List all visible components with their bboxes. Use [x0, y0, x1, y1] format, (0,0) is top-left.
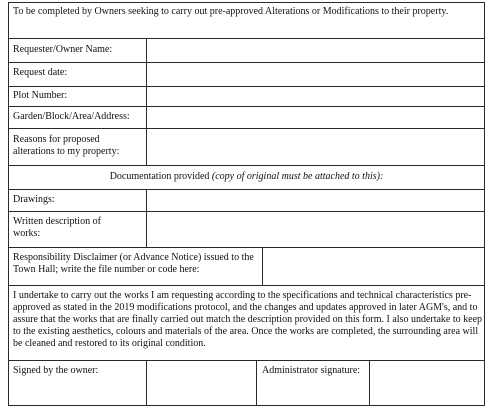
reasons-label: Reasons for proposed alterations to my property: [13, 134, 120, 157]
drawings-field[interactable] [150, 191, 480, 209]
rule-after-doc-heading [8, 189, 485, 190]
request-date-field[interactable] [150, 64, 480, 84]
rule-after-reasons [8, 165, 485, 166]
address-label: Garden/Block/Area/Address: [13, 111, 130, 122]
rule-after-address [8, 128, 485, 129]
address-field[interactable] [150, 108, 480, 126]
documentation-heading-text: Documentation provided [109, 171, 210, 182]
form-header: To be completed by Owners seeking to carry out pre-approved Alterations or Modifications to their property. [13, 6, 449, 17]
rule-right [484, 2, 485, 406]
documentation-heading-note: (copy of original must be attached to this): [211, 171, 384, 182]
requester-label: Requester/Owner Name: [13, 44, 113, 55]
owner-signature-field[interactable] [150, 362, 254, 403]
admin-signature-label: Administrator signature: [262, 365, 361, 376]
rule-after-drawings [8, 211, 485, 212]
rule-label-divider-docs [146, 189, 147, 247]
rule-bottom [8, 405, 485, 406]
plot-number-field[interactable] [150, 88, 480, 104]
rule-after-date [8, 86, 485, 87]
rule-after-disclaimer [8, 285, 485, 286]
rule-top [8, 2, 485, 3]
disclaimer-label: Responsibility Disclaimer (or Advance Notice) issued to the Town Hall; write the file number or code here: [13, 252, 254, 275]
admin-signature-field[interactable] [373, 362, 481, 403]
rule-after-description [8, 247, 485, 248]
undertaking-text: I undertake to carry out the works I am requesting according to the specifications and technical characteristics pre-approved as stated in the 2019 modifications protocol, and the changes and updates approved in later AGM's, and to assure that the works that are finally carried out match the description provided on this form. I also undertake to keep to the existing aesthetics, colours and materials of the area. Once the works are completed, the surrounding area will be cleaned and restored to its original condition. [13, 290, 483, 349]
drawings-label: Drawings: [13, 194, 55, 205]
rule-left [8, 2, 9, 406]
written-description-label: Written description of works: [13, 216, 101, 239]
plot-number-label: Plot Number: [13, 90, 68, 101]
rule-after-undertaking [8, 360, 485, 361]
rule-after-requester [8, 62, 485, 63]
written-description-field[interactable] [150, 213, 480, 245]
disclaimer-field[interactable] [266, 249, 480, 283]
reasons-field[interactable] [150, 130, 480, 163]
rule-after-header [8, 38, 485, 39]
request-date-label: Request date: [13, 67, 68, 78]
rule-after-plot [8, 106, 485, 107]
owner-signature-label: Signed by the owner: [13, 365, 99, 376]
rule-sign-divider-2 [256, 360, 257, 405]
rule-disclaimer-divider [262, 247, 263, 285]
rule-sign-divider-1 [146, 360, 147, 405]
rule-label-divider-upper [146, 38, 147, 165]
documentation-heading [8, 171, 485, 183]
requester-field[interactable] [150, 40, 480, 60]
rule-sign-divider-3 [369, 360, 370, 405]
